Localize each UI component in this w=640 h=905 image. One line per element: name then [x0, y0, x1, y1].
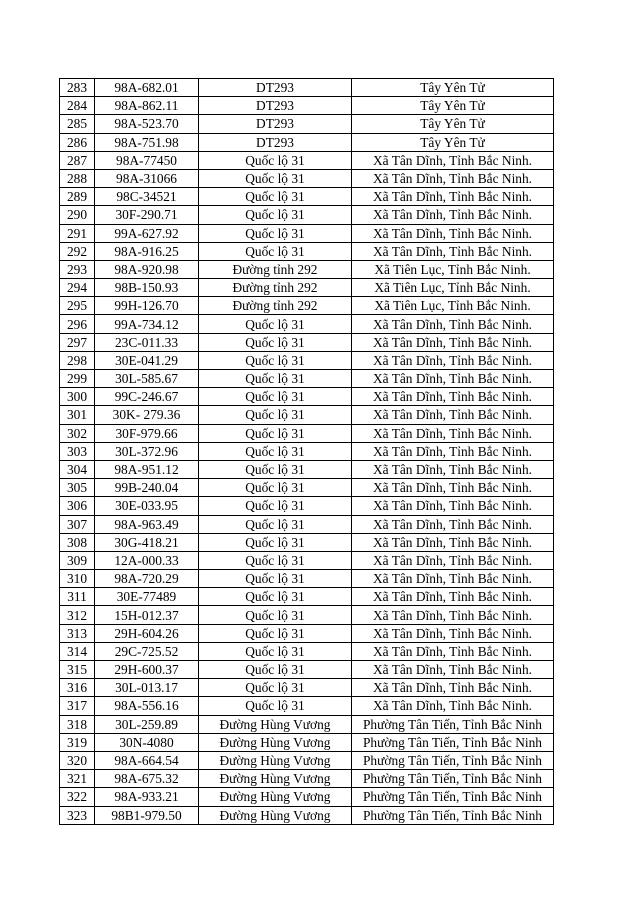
road-name-cell: Quốc lộ 31 [199, 606, 352, 624]
table-row [60, 97, 554, 115]
location-cell: Xã Tân Dĩnh, Tỉnh Bắc Ninh. [352, 497, 554, 515]
row-number-cell: 299 [60, 370, 95, 388]
road-name-cell: Quốc lộ 31 [199, 315, 352, 333]
license-plate-cell: 30L-372.96 [95, 442, 199, 460]
row-number-cell: 321 [60, 770, 95, 788]
table-row [60, 169, 554, 187]
location-cell: Tây Yên Tử [352, 79, 554, 97]
row-number-cell: 298 [60, 351, 95, 369]
road-name-cell: Đường tỉnh 292 [199, 260, 352, 278]
location-cell: Xã Tân Dĩnh, Tỉnh Bắc Ninh. [352, 388, 554, 406]
road-name-cell: Quốc lộ 31 [199, 206, 352, 224]
road-name-cell: Đường tỉnh 292 [199, 279, 352, 297]
road-name-cell: Quốc lộ 31 [199, 370, 352, 388]
license-plate-cell: 30E-033.95 [95, 497, 199, 515]
table-row [60, 661, 554, 679]
license-plate-cell: 29C-725.52 [95, 642, 199, 660]
road-name-cell: Quốc lộ 31 [199, 533, 352, 551]
location-cell: Xã Tân Dĩnh, Tỉnh Bắc Ninh. [352, 606, 554, 624]
location-cell: Phường Tân Tiến, Tỉnh Bắc Ninh [352, 788, 554, 806]
table-row [60, 151, 554, 169]
road-name-cell: Quốc lộ 31 [199, 188, 352, 206]
road-name-cell: Đường Hùng Vương [199, 788, 352, 806]
table-row [60, 606, 554, 624]
location-cell: Tây Yên Tử [352, 133, 554, 151]
row-number-cell: 323 [60, 806, 95, 824]
table-row [60, 297, 554, 315]
location-cell: Xã Tân Dĩnh, Tỉnh Bắc Ninh. [352, 169, 554, 187]
row-number-cell: 296 [60, 315, 95, 333]
table-row [60, 333, 554, 351]
location-cell: Xã Tân Dĩnh, Tỉnh Bắc Ninh. [352, 570, 554, 588]
row-number-cell: 290 [60, 206, 95, 224]
table-row [60, 460, 554, 478]
row-number-cell: 318 [60, 715, 95, 733]
table-row [60, 551, 554, 569]
row-number-cell: 286 [60, 133, 95, 151]
row-number-cell: 288 [60, 169, 95, 187]
row-number-cell: 311 [60, 588, 95, 606]
location-cell: Xã Tân Dĩnh, Tỉnh Bắc Ninh. [352, 333, 554, 351]
license-plate-cell: 99B-240.04 [95, 479, 199, 497]
row-number-cell: 309 [60, 551, 95, 569]
row-number-cell: 294 [60, 279, 95, 297]
row-number-cell: 292 [60, 242, 95, 260]
row-number-cell: 308 [60, 533, 95, 551]
road-name-cell: Quốc lộ 31 [199, 151, 352, 169]
license-plate-cell: 98A-556.16 [95, 697, 199, 715]
location-cell: Phường Tân Tiến, Tỉnh Bắc Ninh [352, 770, 554, 788]
license-plate-cell: 99A-627.92 [95, 224, 199, 242]
row-number-cell: 314 [60, 642, 95, 660]
row-number-cell: 300 [60, 388, 95, 406]
license-plate-cell: 98A-675.32 [95, 770, 199, 788]
table-row [60, 406, 554, 424]
row-number-cell: 304 [60, 460, 95, 478]
row-number-cell: 317 [60, 697, 95, 715]
row-number-cell: 305 [60, 479, 95, 497]
road-name-cell: Quốc lộ 31 [199, 406, 352, 424]
license-plate-cell: 98C-34521 [95, 188, 199, 206]
license-plate-cell: 30K- 279.36 [95, 406, 199, 424]
license-plate-cell: 98A-682.01 [95, 79, 199, 97]
row-number-cell: 320 [60, 751, 95, 769]
location-cell: Xã Tân Dĩnh, Tỉnh Bắc Ninh. [352, 188, 554, 206]
row-number-cell: 297 [60, 333, 95, 351]
location-cell: Xã Tân Dĩnh, Tỉnh Bắc Ninh. [352, 206, 554, 224]
location-cell: Xã Tân Dĩnh, Tỉnh Bắc Ninh. [352, 151, 554, 169]
license-plate-cell: 29H-604.26 [95, 624, 199, 642]
table-row [60, 79, 554, 97]
road-name-cell: Quốc lộ 31 [199, 570, 352, 588]
road-name-cell: Quốc lộ 31 [199, 497, 352, 515]
row-number-cell: 310 [60, 570, 95, 588]
row-number-cell: 322 [60, 788, 95, 806]
row-number-cell: 295 [60, 297, 95, 315]
table-row [60, 624, 554, 642]
location-cell: Phường Tân Tiến, Tỉnh Bắc Ninh [352, 751, 554, 769]
license-plate-cell: 30E-77489 [95, 588, 199, 606]
road-name-cell: Quốc lộ 31 [199, 515, 352, 533]
table-row [60, 260, 554, 278]
row-number-cell: 302 [60, 424, 95, 442]
table-row [60, 370, 554, 388]
license-plate-cell: 30L-013.17 [95, 679, 199, 697]
table-row [60, 679, 554, 697]
license-plate-cell: 98A-523.70 [95, 115, 199, 133]
road-name-cell: Quốc lộ 31 [199, 697, 352, 715]
road-name-cell: Đường Hùng Vương [199, 770, 352, 788]
road-name-cell: Đường Hùng Vương [199, 715, 352, 733]
road-name-cell: Quốc lộ 31 [199, 551, 352, 569]
license-plate-cell: 98A-920.98 [95, 260, 199, 278]
road-name-cell: Đường Hùng Vương [199, 733, 352, 751]
row-number-cell: 315 [60, 661, 95, 679]
table-row [60, 570, 554, 588]
table-row [60, 479, 554, 497]
table-row [60, 315, 554, 333]
row-number-cell: 291 [60, 224, 95, 242]
location-cell: Xã Tiên Lục, Tỉnh Bắc Ninh. [352, 279, 554, 297]
table-row [60, 224, 554, 242]
row-number-cell: 306 [60, 497, 95, 515]
location-cell: Phường Tân Tiến, Tỉnh Bắc Ninh [352, 733, 554, 751]
road-name-cell: Quốc lộ 31 [199, 661, 352, 679]
table-row [60, 115, 554, 133]
location-cell: Xã Tân Dĩnh, Tỉnh Bắc Ninh. [352, 315, 554, 333]
license-plate-cell: 98A-77450 [95, 151, 199, 169]
row-number-cell: 284 [60, 97, 95, 115]
location-cell: Xã Tân Dĩnh, Tỉnh Bắc Ninh. [352, 479, 554, 497]
location-cell: Xã Tân Dĩnh, Tỉnh Bắc Ninh. [352, 515, 554, 533]
location-cell: Xã Tân Dĩnh, Tỉnh Bắc Ninh. [352, 424, 554, 442]
road-name-cell: Quốc lộ 31 [199, 460, 352, 478]
license-plate-cell: 98A-720.29 [95, 570, 199, 588]
road-name-cell: Đường tỉnh 292 [199, 297, 352, 315]
row-number-cell: 285 [60, 115, 95, 133]
road-name-cell: Đường Hùng Vương [199, 751, 352, 769]
row-number-cell: 287 [60, 151, 95, 169]
table-row [60, 497, 554, 515]
row-number-cell: 289 [60, 188, 95, 206]
road-name-cell: Quốc lộ 31 [199, 424, 352, 442]
location-cell: Xã Tân Dĩnh, Tỉnh Bắc Ninh. [352, 242, 554, 260]
license-plate-cell: 98A-933.21 [95, 788, 199, 806]
location-cell: Xã Tân Dĩnh, Tỉnh Bắc Ninh. [352, 460, 554, 478]
road-name-cell: Quốc lộ 31 [199, 351, 352, 369]
license-plate-cell: 23C-011.33 [95, 333, 199, 351]
license-plate-cell: 98A-951.12 [95, 460, 199, 478]
row-number-cell: 313 [60, 624, 95, 642]
table-row [60, 242, 554, 260]
location-cell: Xã Tân Dĩnh, Tỉnh Bắc Ninh. [352, 661, 554, 679]
license-plate-cell: 98A-916.25 [95, 242, 199, 260]
location-cell: Phường Tân Tiến, Tỉnh Bắc Ninh [352, 806, 554, 824]
table-row [60, 424, 554, 442]
table-row [60, 806, 554, 824]
table-row [60, 751, 554, 769]
location-cell: Xã Tân Dĩnh, Tỉnh Bắc Ninh. [352, 224, 554, 242]
location-cell: Xã Tân Dĩnh, Tỉnh Bắc Ninh. [352, 624, 554, 642]
table-row [60, 388, 554, 406]
row-number-cell: 316 [60, 679, 95, 697]
location-cell: Phường Tân Tiến, Tỉnh Bắc Ninh [352, 715, 554, 733]
license-plate-cell: 98A-751.98 [95, 133, 199, 151]
license-plate-cell: 30F-290.71 [95, 206, 199, 224]
table-row [60, 133, 554, 151]
table-row [60, 588, 554, 606]
table-row [60, 715, 554, 733]
license-plate-cell: 99A-734.12 [95, 315, 199, 333]
table-row [60, 206, 554, 224]
row-number-cell: 283 [60, 79, 95, 97]
license-plate-cell: 98A-31066 [95, 169, 199, 187]
road-name-cell: Quốc lộ 31 [199, 388, 352, 406]
license-plate-cell: 12A-000.33 [95, 551, 199, 569]
license-plate-cell: 29H-600.37 [95, 661, 199, 679]
location-cell: Xã Tiên Lục, Tỉnh Bắc Ninh. [352, 297, 554, 315]
location-cell: Xã Tân Dĩnh, Tỉnh Bắc Ninh. [352, 370, 554, 388]
road-name-cell: DT293 [199, 133, 352, 151]
road-name-cell: Quốc lộ 31 [199, 479, 352, 497]
row-number-cell: 319 [60, 733, 95, 751]
location-cell: Tây Yên Tử [352, 97, 554, 115]
road-name-cell: Quốc lộ 31 [199, 679, 352, 697]
road-name-cell: Quốc lộ 31 [199, 624, 352, 642]
license-plate-cell: 30F-979.66 [95, 424, 199, 442]
license-plate-cell: 99C-246.67 [95, 388, 199, 406]
table-row [60, 788, 554, 806]
location-cell: Xã Tân Dĩnh, Tỉnh Bắc Ninh. [352, 679, 554, 697]
road-name-cell: Quốc lộ 31 [199, 333, 352, 351]
license-plate-cell: 30L-585.67 [95, 370, 199, 388]
table-row [60, 533, 554, 551]
row-number-cell: 303 [60, 442, 95, 460]
row-number-cell: 293 [60, 260, 95, 278]
road-name-cell: Đường Hùng Vương [199, 806, 352, 824]
row-number-cell: 312 [60, 606, 95, 624]
road-name-cell: DT293 [199, 115, 352, 133]
table-body [60, 79, 554, 825]
license-plate-cell: 98A-664.54 [95, 751, 199, 769]
location-cell: Xã Tân Dĩnh, Tỉnh Bắc Ninh. [352, 351, 554, 369]
table-row [60, 442, 554, 460]
table-row [60, 188, 554, 206]
license-plate-cell: 15H-012.37 [95, 606, 199, 624]
road-name-cell: Quốc lộ 31 [199, 442, 352, 460]
table-row [60, 515, 554, 533]
license-plate-cell: 98B-150.93 [95, 279, 199, 297]
license-plate-cell: 30G-418.21 [95, 533, 199, 551]
license-plate-cell: 98A-963.49 [95, 515, 199, 533]
license-plate-cell: 30N-4080 [95, 733, 199, 751]
road-name-cell: Quốc lộ 31 [199, 642, 352, 660]
road-name-cell: Quốc lộ 31 [199, 169, 352, 187]
location-cell: Xã Tân Dĩnh, Tỉnh Bắc Ninh. [352, 551, 554, 569]
row-number-cell: 301 [60, 406, 95, 424]
location-cell: Tây Yên Tử [352, 115, 554, 133]
road-name-cell: Quốc lộ 31 [199, 224, 352, 242]
location-cell: Xã Tân Dĩnh, Tỉnh Bắc Ninh. [352, 442, 554, 460]
road-name-cell: DT293 [199, 97, 352, 115]
license-plate-cell: 30E-041.29 [95, 351, 199, 369]
location-cell: Xã Tân Dĩnh, Tỉnh Bắc Ninh. [352, 642, 554, 660]
table-row [60, 770, 554, 788]
table-row [60, 351, 554, 369]
license-plate-cell: 99H-126.70 [95, 297, 199, 315]
table-row [60, 697, 554, 715]
location-cell: Xã Tân Dĩnh, Tỉnh Bắc Ninh. [352, 406, 554, 424]
location-cell: Xã Tiên Lục, Tỉnh Bắc Ninh. [352, 260, 554, 278]
table-row [60, 733, 554, 751]
table-row [60, 279, 554, 297]
road-name-cell: Quốc lộ 31 [199, 242, 352, 260]
location-cell: Xã Tân Dĩnh, Tỉnh Bắc Ninh. [352, 697, 554, 715]
violations-table [59, 78, 554, 825]
license-plate-cell: 98B1-979.50 [95, 806, 199, 824]
road-name-cell: DT293 [199, 79, 352, 97]
location-cell: Xã Tân Dĩnh, Tỉnh Bắc Ninh. [352, 533, 554, 551]
license-plate-cell: 30L-259.89 [95, 715, 199, 733]
road-name-cell: Quốc lộ 31 [199, 588, 352, 606]
location-cell: Xã Tân Dĩnh, Tỉnh Bắc Ninh. [352, 588, 554, 606]
table-row [60, 642, 554, 660]
license-plate-cell: 98A-862.11 [95, 97, 199, 115]
row-number-cell: 307 [60, 515, 95, 533]
